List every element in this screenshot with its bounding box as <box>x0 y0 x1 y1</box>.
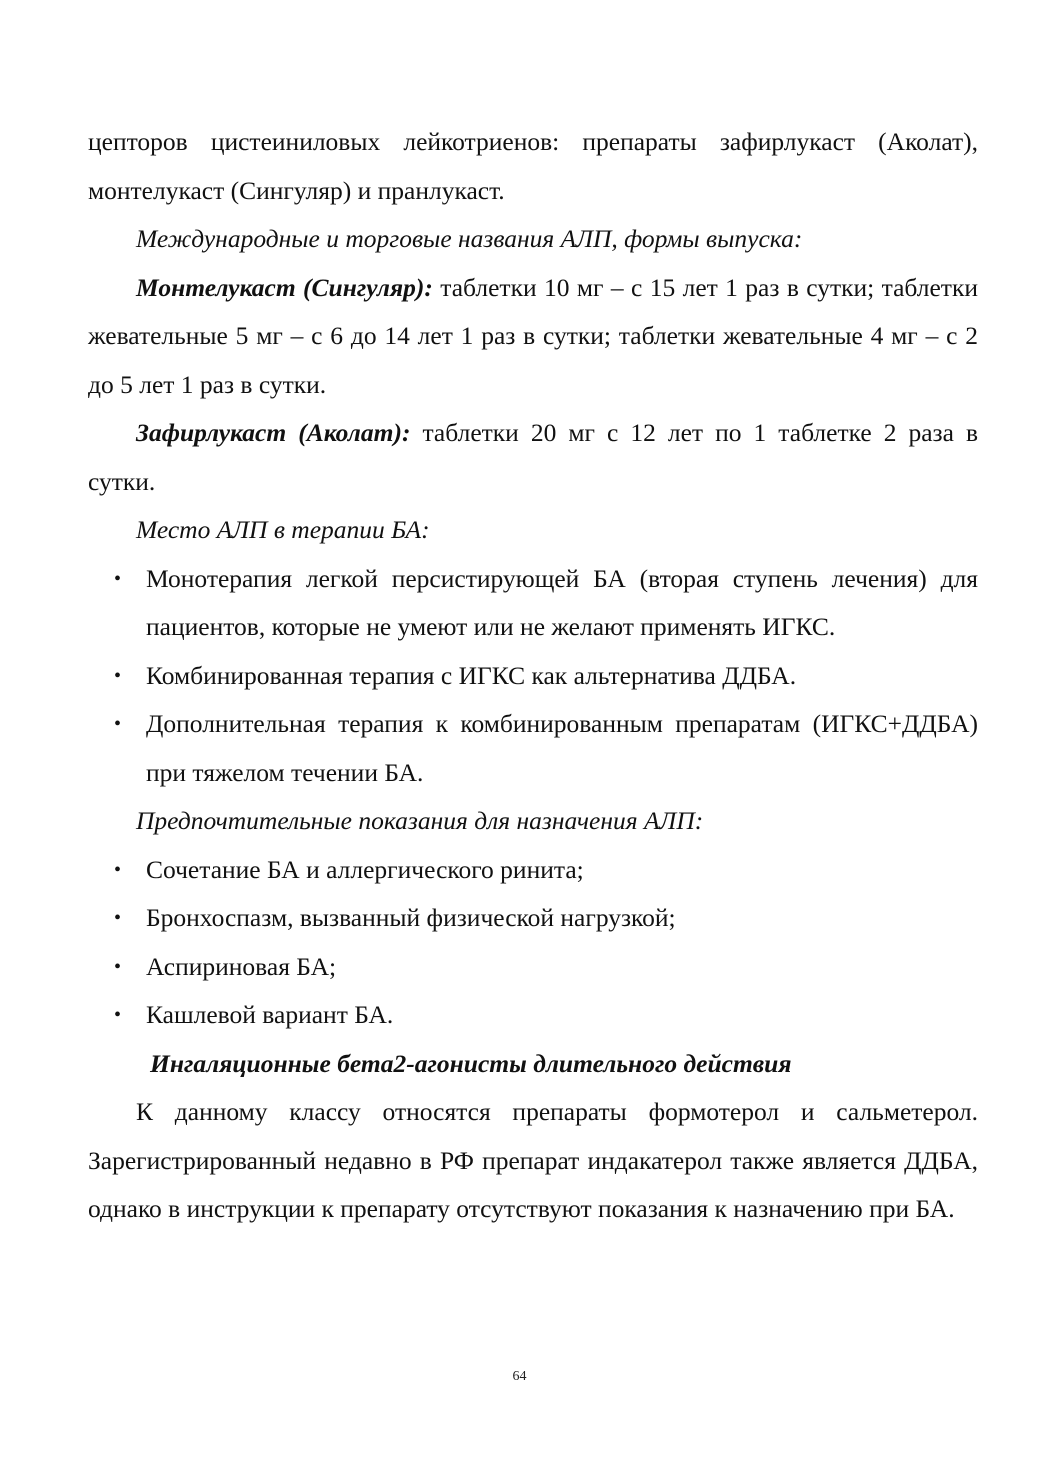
drug-label-montelukast: Монтелукаст (Сингуляр): <box>136 272 433 302</box>
list-item-text: Кашлевой вариант БА. <box>146 1000 394 1029</box>
list-item <box>88 943 978 992</box>
paragraph-laba: К данному классу относятся препараты формотерол и сальметерол. Зарегистрированный недавно в РФ препарат индакатерол также является ДДБА, однако в инструкции к препарату отсутствуют показания к назначению при БА. <box>88 1097 978 1223</box>
list-item-text: Монотерапия легкой персистирующей БА (вторая ступень лечения) для пациентов, которые не умеют или не желают применять ИГКС. <box>146 563 978 641</box>
list-item-text: Дополнительная терапия к комбинированным препаратам (ИГКС+ДДБА) при тяжелом течении БА. <box>146 709 978 787</box>
list-item-text: Комбинированная терапия с ИГКС как альтернатива ДДБА. <box>146 660 797 690</box>
list-item <box>88 700 978 797</box>
list-item-text: Аспириновая БА; <box>146 951 337 981</box>
heading-names-forms: Международные и торговые названия АЛП, формы выпуска: <box>136 224 803 253</box>
list-item <box>88 991 978 1040</box>
list-item-text: Бронхоспазм, вызванный физической нагрузкой; <box>146 903 676 932</box>
list-item <box>88 555 978 652</box>
section-heading-laba: Ингаляционные бета2-агонисты длительного действия <box>150 1048 792 1078</box>
bullet-icon: • <box>114 858 122 881</box>
bullet-icon: • <box>114 713 122 735</box>
heading-indications: Предпочтительные показания для назначения АЛП: <box>136 806 704 835</box>
bullet-icon: • <box>114 1004 122 1026</box>
list-item-text: Сочетание БА и аллергического ринита; <box>146 854 584 884</box>
indications-list <box>88 846 978 1040</box>
paragraph-zafirlukast <box>88 409 978 506</box>
drug-text-montelukast: таблетки 10 мг – с 15 лет 1 раз в сутки; таблетки жевательные 5 мг – с 6 до 14 лет 1 раз в сутки; таблетки жевательные 4 мг – с 2 до 5 лет 1 раз в сутки. <box>88 272 978 399</box>
bullet-icon: • <box>114 907 122 929</box>
bullet-icon: • <box>114 567 122 590</box>
paragraph-montelukast <box>88 264 978 410</box>
list-item <box>88 846 978 895</box>
drug-label-zafirlukast: Зафирлукаст (Аколат): <box>136 418 411 447</box>
bullet-icon: • <box>114 955 122 978</box>
heading-place-in-therapy: Место АЛП в терапии БА: <box>136 515 430 544</box>
place-in-therapy-list <box>88 555 978 798</box>
paragraph-intro: цепторов цистеиниловых лейкотриенов: препараты зафирлукаст (Аколат), монтелукаст (Сингуляр) и пранлукаст. <box>88 127 978 205</box>
page-number: 64 <box>512 1369 527 1384</box>
page-body <box>88 118 978 1234</box>
bullet-icon: • <box>114 664 122 687</box>
drug-text-zafirlukast: таблетки 20 мг с 12 лет по 1 таблетке 2 раза в сутки. <box>88 418 979 496</box>
list-item <box>88 652 978 701</box>
list-item <box>88 894 978 943</box>
